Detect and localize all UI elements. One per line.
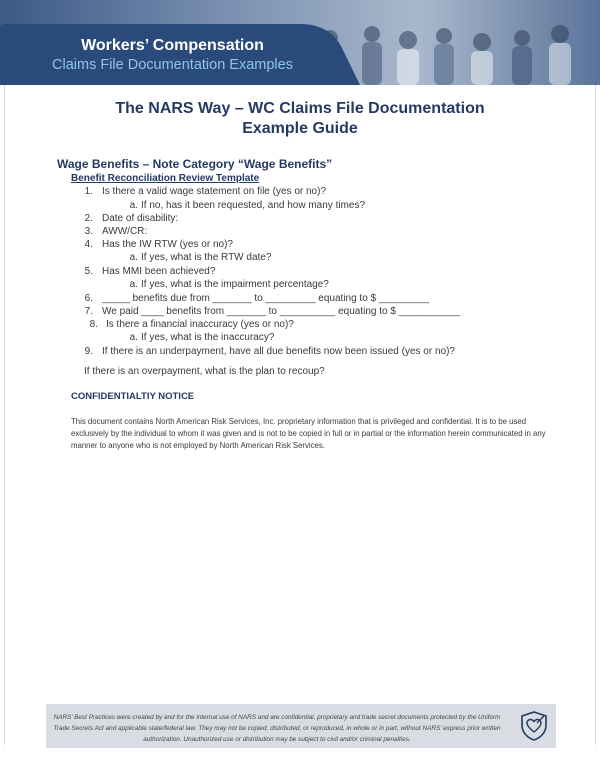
list-item-text: If yes, what is the impairment percentage? xyxy=(141,279,329,290)
list-item-number: 8. xyxy=(89,319,98,330)
list-item-text: AWW/CR: xyxy=(102,226,148,237)
template-title: Benefit Reconciliation Review Template xyxy=(71,173,260,184)
list-item-text: Is there a financial inaccuracy (yes or no)? xyxy=(106,319,294,330)
section-title: Wage Benefits – Note Category “Wage Benefits” xyxy=(57,157,333,171)
list-item-text: We paid ____ benefits from _______ to __________ equating to $ ___________ xyxy=(102,306,460,317)
list-item-text: Has MMI been achieved? xyxy=(102,266,216,277)
list-item-number: 4. xyxy=(84,239,93,250)
list-item-text: Is there a valid wage statement on file (yes or no)? xyxy=(102,186,327,197)
list-item-number: a. xyxy=(129,332,138,343)
list-item-number: 5. xyxy=(84,266,93,277)
document-title-line2: Example Guide xyxy=(242,120,358,137)
list-item-text: If there is an underpayment, have all due benefits now been issued (yes or no)? xyxy=(102,346,455,357)
right-margin-line xyxy=(595,85,596,745)
header-banner xyxy=(0,0,600,100)
list-item-text: If no, has it been requested, and how many times? xyxy=(141,200,366,211)
header-title: Workers’ Compensation xyxy=(81,37,264,54)
document-title xyxy=(0,99,600,139)
list-item-number: a. xyxy=(129,200,138,211)
list-item-number: 2. xyxy=(84,213,93,224)
header-subtitle: Claims File Documentation Examples xyxy=(52,57,293,73)
footer-text: NARS’ Best Practices were created by and for the internal use of NARS and are confidential, proprietary and trade secret documents protected by the Uniform Trade Secrets Act and applicable state/federal law. They may not be copied, distributed, or reproduced, in whole or in part, without NARS’ express prior written authorization. Unauthorized use or distribution may be subject to civil and/or criminal penalties. xyxy=(53,714,501,743)
list-item-number: 6. xyxy=(84,293,93,304)
list-item-text: If yes, what is the inaccuracy? xyxy=(141,332,275,343)
confidentiality-title: CONFIDENTIALTIY NOTICE xyxy=(71,391,195,402)
list-item-text: Has the IW RTW (yes or no)? xyxy=(102,239,233,250)
left-margin-line xyxy=(4,85,5,745)
list-item-number: a. xyxy=(129,279,138,290)
confidentiality-body: This document contains North American Risk Services, Inc. proprietary information that is privileged and confidential. It is to be used exclusively by the individual to whom it was given and is not to be copied in full or in partial or the information herein communicated in any manner to anyone who is not employed by North American Risk Services. xyxy=(71,417,546,450)
list-item-number: 1. xyxy=(84,186,93,197)
list-item-text: If yes, what is the RTW date? xyxy=(141,252,272,263)
list-item-number: 9. xyxy=(84,346,93,357)
list-item-text: Date of disability: xyxy=(102,213,179,224)
list-item-number: 7. xyxy=(84,306,93,317)
document-title-line1: The NARS Way – WC Claims File Documentation xyxy=(115,100,485,117)
list-item-text: _____ benefits due from _______ to _________ equating to $ _________ xyxy=(102,293,429,304)
overpayment-question: If there is an overpayment, what is the plan to recoup? xyxy=(84,366,325,377)
list-item-number: 3. xyxy=(84,226,93,237)
shield-heart-icon xyxy=(518,710,550,742)
footer-notice xyxy=(46,704,556,748)
list-item-number: a. xyxy=(129,252,138,263)
